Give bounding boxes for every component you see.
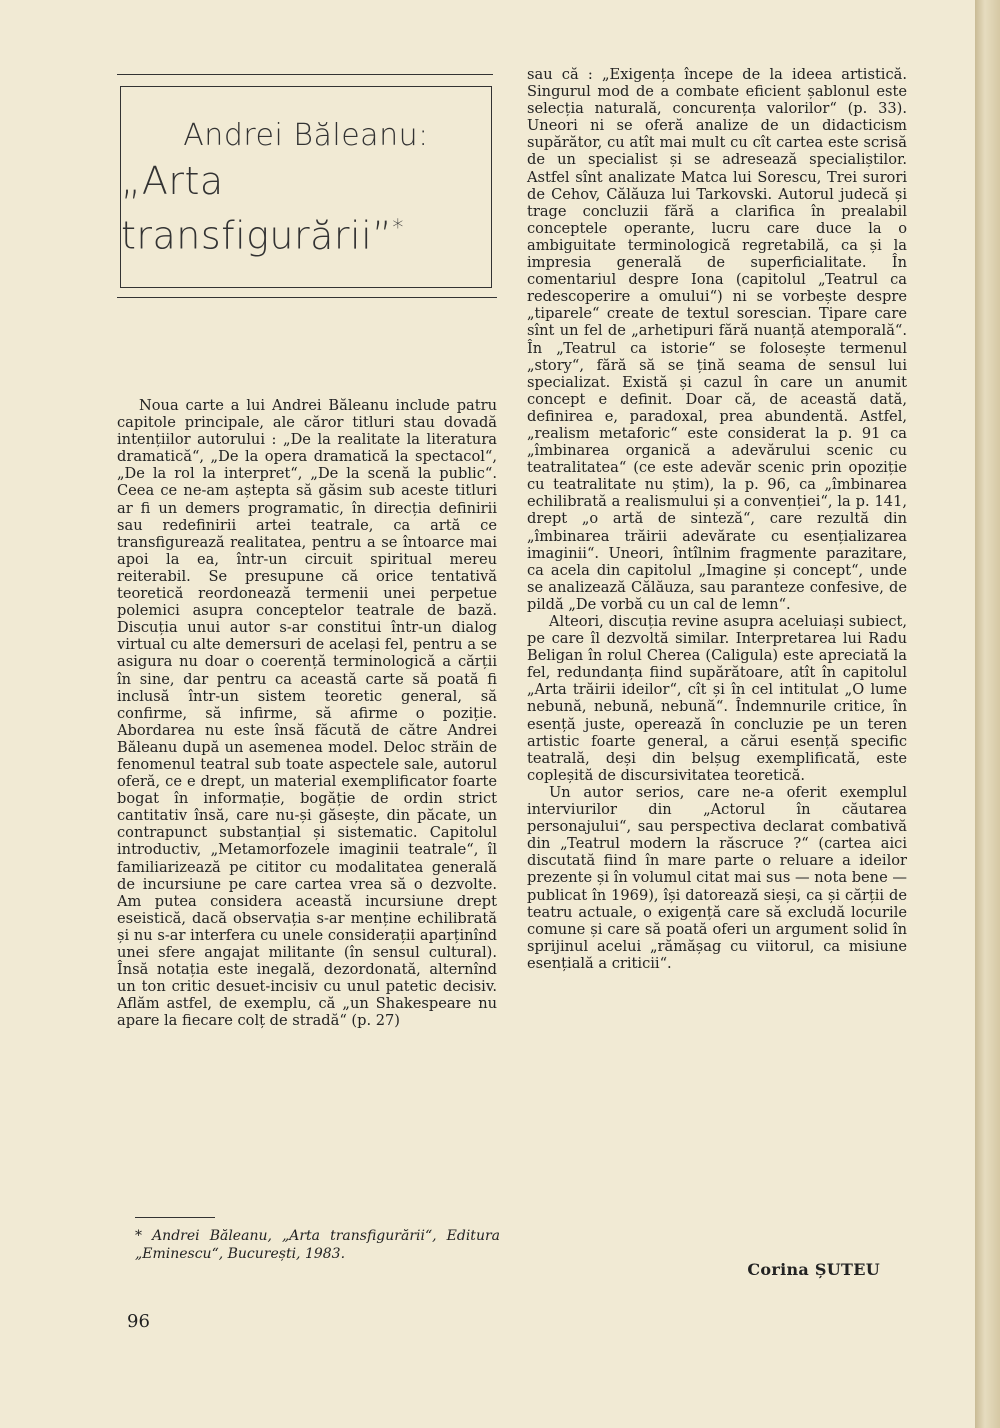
footnote: * Andrei Băleanu, „Arta transfigurării“, Editura „Eminescu“, București, 1983. [135,1228,500,1262]
article-book-title: „Arta transfigurării”* [121,158,404,258]
title-top-rule [117,74,493,75]
paragraph: sau că : „Exigența începe de la ideea artistică. Singurul mod de a combate eficient șablonul este selecția naturală, concurența valorilor“ (p. 33). Uneori ni se oferă analize de un didacticism supărător, cu atît mai mult cu cît cartea este scrisă de un specialist și se adresează specialiștilor. Astfel sînt analizate Matca lui Sorescu, Trei surori de Cehov, Călăuza lui Tarkovski. Autorul judecă și trage concluzii fără a clarifica în prealabil conceptele operante, lucru care duce la o ambiguitate terminologică regretabilă, ca și la impresia generală de superficialitate. În comentariul despre Iona (capitolul „Teatrul ca redescoperire a omului“) ni se vorbește despre „tiparele“ create de textul sorescian. Tipare care sînt un fel de „arhetipuri fără nuanță atemporală“. În „Teatrul ca istorie“ se folosește termenul „story“, fără să se țină seama de sensul lui specializat. Există și cazul în care un anumit concept e definit. Doar că, de această dată, definirea e, paradoxal, prea abundentă. Astfel, „realism metaforic“ este considerat la p. 91 ca „îmbinarea organică a adevărului scenic cu teatralitatea“ (ce este adevăr scenic prin opoziție cu teatralitate nu știm), la p. 96, ca „îmbinarea echilibrată a realismului și a convenției“, la p. 141, drept „o artă de sinteză“, care rezultă din „îmbinarea trăirii adevărate cu esențializarea imaginii“. Uneori, întîlnim fragmente parazitare, ca acela din capitolul „Imagine și concept“, unde se analizează Călăuza, sau paranteze confesive, de pildă „De vorbă cu un cal de lemn“. [527,66,907,613]
footnote-rule [135,1217,215,1218]
book-spine-edge [975,0,1000,1428]
left-column [117,397,497,1029]
article-signature: Corina ȘUTEU [747,1260,880,1279]
right-column [527,66,907,972]
title-box [120,86,492,288]
footnote-marker: * [392,215,404,241]
paragraph: Alteori, discuția revine asupra aceluiași subiect, pe care îl dezvoltă similar. Interpretarea lui Radu Beligan în rolul Cherea (Caligula) este apreciată la fel, redundanța fiind supărătoare, atît în capitolul „Arta trăirii ideilor“, cît și în cel intitulat „O lume nebună, nebună, nebună“. Îndemnurile critice, în esență juste, operează în concluzie pe un teren artistic foarte general, a cărui esență specific teatrală, deși din belșug exemplificată, este copleșită de discursivitatea teoretică. [527,613,907,784]
paragraph: Un autor serios, care ne-a oferit exemplul interviurilor din „Actorul în căutarea personajului“, sau perspectiva declarat combativă din „Teatrul modern la răscruce ?“ (cartea aici discutată fiind în mare parte o reluare a ideilor prezente și în volumul citat mai sus — nota bene — publicat în 1969), își datorează sieși, ca și cărții de teatru actuale, o exigență care să excludă locurile comune și care să poată oferi un argument solid în sprijinul acelui „rămășag cu viitorul, ca misiune esențială a criticii“. [527,783,907,972]
title-bottom-rule [117,297,497,298]
paragraph: Noua carte a lui Andrei Băleanu include patru capitole principale, ale căror titluri stau dovadă intențiilor autorului : „De la realitate la literatura dramatică“, „De la opera dramatică la spectacol“, „De la rol la interpret“, „De la scenă la public“. Ceea ce ne-am aștepta să găsim sub aceste titluri ar fi un demers programatic, în direcția definirii sau redefinirii artei teatrale, ca artă ce transfigurează realitatea, pentru a se întoarce mai apoi la ea, într-un circuit spiritual mereu reiterabil. Se presupune că orice tentativă teoretică reordonează termenii unei perpetue polemici asupra conceptelor teatrale de bază. Discuția unui autor s-ar constitui într-un dialog virtual cu alte demersuri de același fel, pentru a se asigura nu doar o coerență terminologică a cărții în sine, dar pentru ca această carte să poată fi inclusă într-un sistem teoretic general, să confirme, să infirme, să afirme o poziție. Abordarea nu este însă făcută de către Andrei Băleanu după un asemenea model. Deloc străin de fenomenul teatral sub toate aspectele sale, autorul oferă, ce e drept, un material exemplificator foarte bogat în informație, bogăție de ordin strict cantitativ însă, care nu-și găsește, din păcate, un contrapunct substanțial și sistematic. Capitolul introductiv, „Metamorfozele imaginii teatrale“, îl familiarizează pe cititor cu modalitatea generală de incursiune pe care cartea vrea să o dezvolte. Am putea considera această incursiune drept eseistică, dacă observația s-ar menține echilibrată și nu s-ar interfera cu unele considerații aparținînd unei sfere angajat militante (în sensul cultural). Însă notația este inegală, dezordonată, alternînd un ton critic desuet-incisiv cu unul patetic decisiv. Aflăm astfel, de exemplu, că „un Shakespeare nu apare la fiecare colț de stradă“ (p. 27) [117,397,497,1030]
page-number: 96 [127,1311,150,1332]
article-author-heading: Andrei Băleanu: [183,117,429,153]
